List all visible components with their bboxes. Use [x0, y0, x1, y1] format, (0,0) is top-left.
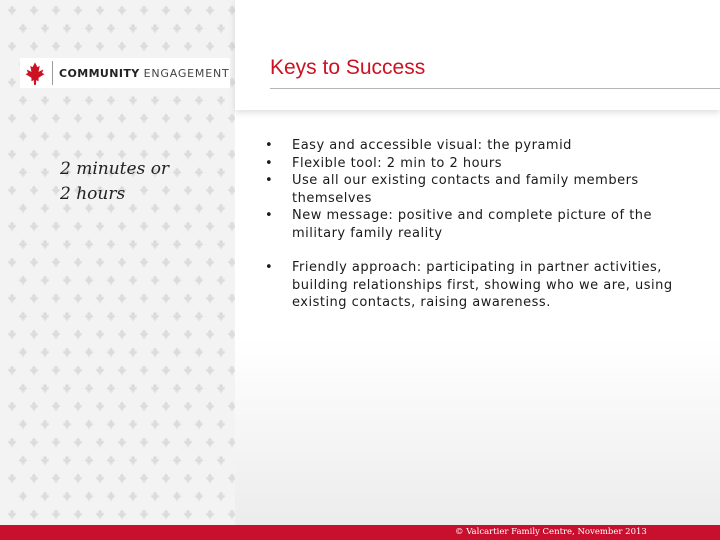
pattern-leaf-icon [184, 5, 193, 15]
slide-title: Keys to Success [270, 56, 426, 79]
pattern-leaf-icon [96, 221, 105, 231]
pattern-leaf-icon [217, 23, 226, 33]
pattern-leaf-icon [228, 149, 235, 159]
pattern-leaf-icon [118, 401, 127, 411]
pattern-leaf-icon [162, 221, 171, 231]
pattern-leaf-icon [195, 203, 204, 213]
pattern-leaf-icon [184, 221, 193, 231]
pattern-leaf-icon [63, 491, 72, 501]
pattern-leaf-icon [63, 275, 72, 285]
pattern-leaf-icon [52, 329, 61, 339]
bullet-marker: • [265, 138, 274, 153]
pattern-leaf-icon [228, 293, 235, 303]
pattern-leaf-icon [206, 221, 215, 231]
pattern-leaf-icon [41, 311, 50, 321]
pattern-leaf-icon [173, 311, 182, 321]
pattern-leaf-icon [206, 185, 215, 195]
pattern-leaf-icon [74, 113, 83, 123]
pattern-leaf-icon [118, 329, 127, 339]
pattern-leaf-icon [206, 473, 215, 483]
pattern-leaf-icon [118, 509, 127, 519]
pattern-leaf-icon [8, 221, 17, 231]
bullet-text: New message: positive and complete picture of the military family reality [292, 208, 653, 241]
pattern-leaf-icon [206, 41, 215, 51]
pattern-leaf-icon [96, 113, 105, 123]
pattern-leaf-icon [206, 149, 215, 159]
pattern-leaf-icon [228, 473, 235, 483]
pattern-leaf-icon [217, 275, 226, 285]
pattern-leaf-icon [217, 311, 226, 321]
pattern-leaf-icon [107, 383, 116, 393]
pattern-leaf-icon [228, 185, 235, 195]
pattern-leaf-icon [173, 23, 182, 33]
pattern-leaf-icon [151, 95, 160, 105]
pattern-leaf-icon [19, 131, 28, 141]
pattern-leaf-icon [8, 149, 17, 159]
pattern-leaf-icon [228, 257, 235, 267]
pattern-leaf-icon [151, 275, 160, 285]
pattern-leaf-icon [96, 473, 105, 483]
pattern-leaf-icon [129, 239, 138, 249]
bullet-item [265, 172, 675, 207]
pattern-leaf-icon [52, 437, 61, 447]
pattern-leaf-icon [217, 383, 226, 393]
pattern-leaf-icon [195, 167, 204, 177]
pattern-leaf-icon [195, 23, 204, 33]
pattern-leaf-icon [162, 41, 171, 51]
pattern-leaf-icon [85, 383, 94, 393]
pattern-leaf-icon [19, 311, 28, 321]
pattern-leaf-icon [206, 113, 215, 123]
pattern-leaf-icon [63, 383, 72, 393]
bullet-text: Easy and accessible visual: the pyramid [292, 138, 572, 153]
pattern-leaf-icon [184, 113, 193, 123]
pattern-leaf-icon [217, 167, 226, 177]
title-block [235, 0, 720, 110]
pattern-leaf-icon [96, 257, 105, 267]
pattern-leaf-icon [118, 41, 127, 51]
pattern-leaf-icon [162, 5, 171, 15]
pattern-leaf-icon [41, 491, 50, 501]
pattern-leaf-icon [151, 131, 160, 141]
pattern-leaf-icon [118, 437, 127, 447]
pattern-leaf-icon [162, 329, 171, 339]
pattern-leaf-icon [19, 419, 28, 429]
pattern-leaf-icon [140, 473, 149, 483]
pattern-leaf-icon [217, 95, 226, 105]
pattern-leaf-icon [74, 365, 83, 375]
pattern-leaf-icon [85, 95, 94, 105]
pattern-leaf-icon [30, 365, 39, 375]
pattern-leaf-icon [184, 329, 193, 339]
pattern-leaf-icon [74, 41, 83, 51]
pattern-leaf-icon [8, 77, 17, 87]
pattern-leaf-icon [41, 131, 50, 141]
pattern-leaf-icon [195, 419, 204, 429]
pattern-leaf-icon [162, 437, 171, 447]
pattern-leaf-icon [217, 419, 226, 429]
pattern-leaf-icon [129, 491, 138, 501]
pattern-leaf-icon [162, 257, 171, 267]
pattern-leaf-icon [52, 5, 61, 15]
pattern-leaf-icon [184, 185, 193, 195]
brand-separator [52, 61, 53, 85]
pattern-leaf-icon [63, 131, 72, 141]
pattern-leaf-icon [206, 365, 215, 375]
pattern-leaf-icon [129, 275, 138, 285]
bullet-text: Use all our existing contacts and family members themselves [292, 173, 639, 206]
pattern-leaf-icon [107, 347, 116, 357]
pattern-leaf-icon [228, 329, 235, 339]
pattern-leaf-icon [85, 347, 94, 357]
bullet-item [265, 155, 675, 173]
pattern-leaf-icon [52, 41, 61, 51]
pattern-leaf-icon [173, 491, 182, 501]
pattern-leaf-icon [19, 23, 28, 33]
pattern-leaf-icon [107, 455, 116, 465]
pattern-leaf-icon [228, 5, 235, 15]
pattern-leaf-icon [30, 401, 39, 411]
pattern-leaf-icon [184, 509, 193, 519]
pattern-leaf-icon [173, 239, 182, 249]
pattern-leaf-icon [107, 95, 116, 105]
pattern-leaf-icon [151, 383, 160, 393]
pattern-leaf-icon [129, 455, 138, 465]
pattern-leaf-icon [85, 311, 94, 321]
pattern-leaf-icon [228, 113, 235, 123]
pattern-leaf-icon [184, 257, 193, 267]
pattern-leaf-icon [195, 383, 204, 393]
pattern-leaf-icon [30, 41, 39, 51]
pattern-leaf-icon [129, 23, 138, 33]
bullet-list [265, 137, 675, 312]
pattern-leaf-icon [228, 509, 235, 519]
pattern-leaf-icon [107, 419, 116, 429]
pattern-leaf-icon [217, 131, 226, 141]
pattern-leaf-icon [8, 293, 17, 303]
pattern-leaf-icon [129, 131, 138, 141]
pattern-leaf-icon [19, 383, 28, 393]
pattern-leaf-icon [162, 509, 171, 519]
pattern-leaf-icon [140, 329, 149, 339]
pattern-leaf-icon [107, 275, 116, 285]
bullet-text: Flexible tool: 2 min to 2 hours [292, 155, 502, 171]
pattern-leaf-icon [173, 275, 182, 285]
pattern-leaf-icon [30, 257, 39, 267]
pattern-leaf-icon [162, 473, 171, 483]
sidebar-caption-line-2: 2 hours [60, 184, 126, 204]
pattern-leaf-icon [96, 401, 105, 411]
pattern-leaf-icon [41, 419, 50, 429]
pattern-leaf-icon [162, 113, 171, 123]
pattern-leaf-icon [85, 239, 94, 249]
pattern-leaf-icon [129, 347, 138, 357]
pattern-leaf-icon [8, 473, 17, 483]
pattern-leaf-icon [8, 5, 17, 15]
pattern-leaf-icon [118, 113, 127, 123]
pattern-leaf-icon [107, 131, 116, 141]
pattern-leaf-icon [195, 95, 204, 105]
pattern-leaf-icon [52, 473, 61, 483]
bullet-marker: • [265, 173, 274, 188]
pattern-leaf-icon [74, 401, 83, 411]
pattern-leaf-icon [140, 401, 149, 411]
pattern-leaf-icon [195, 131, 204, 141]
brand-name-bold: COMMUNITY [59, 66, 140, 80]
pattern-leaf-icon [19, 239, 28, 249]
pattern-leaf-icon [228, 437, 235, 447]
brand-name-light: ENGAGEMENT [143, 66, 230, 80]
pattern-leaf-icon [217, 203, 226, 213]
pattern-leaf-icon [107, 311, 116, 321]
maple-leaf-icon [22, 60, 48, 86]
pattern-leaf-icon [63, 95, 72, 105]
pattern-leaf-icon [19, 95, 28, 105]
pattern-leaf-icon [118, 221, 127, 231]
pattern-leaf-icon [63, 23, 72, 33]
pattern-leaf-icon [140, 5, 149, 15]
bullet-marker: • [265, 260, 274, 275]
pattern-leaf-icon [228, 365, 235, 375]
pattern-leaf-icon [41, 275, 50, 285]
pattern-leaf-icon [85, 491, 94, 501]
pattern-leaf-icon [206, 401, 215, 411]
pattern-leaf-icon [30, 113, 39, 123]
pattern-leaf-icon [118, 365, 127, 375]
pattern-leaf-icon [63, 311, 72, 321]
pattern-leaf-icon [173, 455, 182, 465]
pattern-leaf-icon [140, 293, 149, 303]
pattern-leaf-icon [151, 239, 160, 249]
pattern-leaf-icon [41, 383, 50, 393]
pattern-leaf-icon [74, 293, 83, 303]
pattern-leaf-icon [96, 437, 105, 447]
pattern-leaf-icon [184, 41, 193, 51]
pattern-leaf-icon [8, 365, 17, 375]
pattern-leaf-icon [74, 257, 83, 267]
pattern-leaf-icon [85, 131, 94, 141]
pattern-leaf-icon [8, 437, 17, 447]
pattern-leaf-icon [206, 329, 215, 339]
pattern-leaf-icon [129, 383, 138, 393]
pattern-leaf-icon [8, 509, 17, 519]
pattern-leaf-icon [140, 113, 149, 123]
pattern-leaf-icon [30, 185, 39, 195]
pattern-leaf-icon [118, 293, 127, 303]
pattern-leaf-icon [8, 257, 17, 267]
pattern-leaf-icon [217, 239, 226, 249]
pattern-leaf-icon [30, 509, 39, 519]
pattern-leaf-icon [63, 239, 72, 249]
pattern-leaf-icon [217, 491, 226, 501]
pattern-leaf-icon [129, 95, 138, 105]
pattern-leaf-icon [217, 347, 226, 357]
pattern-leaf-icon [206, 293, 215, 303]
pattern-leaf-icon [74, 509, 83, 519]
pattern-leaf-icon [195, 311, 204, 321]
pattern-leaf-icon [151, 491, 160, 501]
pattern-leaf-icon [118, 257, 127, 267]
pattern-leaf-icon [173, 131, 182, 141]
pattern-leaf-icon [41, 239, 50, 249]
bullet-marker: • [265, 208, 274, 223]
pattern-leaf-icon [107, 491, 116, 501]
pattern-leaf-icon [195, 491, 204, 501]
pattern-leaf-icon [52, 401, 61, 411]
pattern-leaf-icon [184, 473, 193, 483]
pattern-leaf-icon [41, 23, 50, 33]
pattern-leaf-icon [74, 473, 83, 483]
pattern-leaf-icon [41, 95, 50, 105]
pattern-leaf-icon [63, 455, 72, 465]
bullet-item [265, 259, 675, 312]
footer-copyright: © Valcartier Family Centre, November 2013 [455, 527, 647, 537]
pattern-leaf-icon [63, 419, 72, 429]
pattern-leaf-icon [140, 509, 149, 519]
pattern-leaf-icon [107, 23, 116, 33]
pattern-leaf-icon [140, 365, 149, 375]
pattern-leaf-icon [30, 473, 39, 483]
pattern-leaf-icon [206, 5, 215, 15]
brand-logo [20, 58, 230, 88]
pattern-leaf-icon [173, 419, 182, 429]
pattern-leaf-icon [85, 455, 94, 465]
pattern-leaf-icon [8, 41, 17, 51]
pattern-leaf-icon [184, 293, 193, 303]
pattern-leaf-icon [206, 437, 215, 447]
pattern-leaf-icon [140, 221, 149, 231]
pattern-leaf-icon [96, 5, 105, 15]
pattern-leaf-icon [173, 347, 182, 357]
pattern-leaf-icon [173, 203, 182, 213]
pattern-leaf-icon [74, 221, 83, 231]
bullet-text: Friendly approach: participating in partner activities, building relationships first, showing who we are, using existing contacts, raising awareness. [292, 260, 673, 310]
pattern-leaf-icon [30, 293, 39, 303]
pattern-leaf-icon [195, 347, 204, 357]
pattern-leaf-icon [140, 41, 149, 51]
pattern-leaf-icon [173, 383, 182, 393]
pattern-leaf-icon [41, 203, 50, 213]
bullet-item [265, 137, 675, 155]
pattern-leaf-icon [228, 221, 235, 231]
pattern-leaf-icon [151, 419, 160, 429]
pattern-leaf-icon [8, 329, 17, 339]
pattern-leaf-icon [52, 113, 61, 123]
pattern-leaf-icon [19, 203, 28, 213]
pattern-leaf-icon [162, 401, 171, 411]
bullet-item [265, 207, 675, 242]
pattern-leaf-icon [151, 23, 160, 33]
pattern-leaf-icon [195, 455, 204, 465]
pattern-leaf-icon [85, 419, 94, 429]
sidebar-caption [60, 157, 169, 207]
pattern-leaf-icon [206, 257, 215, 267]
pattern-leaf-icon [140, 257, 149, 267]
pattern-leaf-icon [228, 401, 235, 411]
pattern-leaf-icon [206, 509, 215, 519]
pattern-leaf-icon [74, 437, 83, 447]
pattern-leaf-icon [30, 5, 39, 15]
pattern-leaf-icon [74, 5, 83, 15]
pattern-leaf-icon [173, 95, 182, 105]
pattern-leaf-icon [151, 347, 160, 357]
pattern-leaf-icon [96, 41, 105, 51]
pattern-leaf-icon [118, 5, 127, 15]
pattern-leaf-icon [151, 311, 160, 321]
pattern-leaf-icon [151, 455, 160, 465]
pattern-leaf-icon [41, 167, 50, 177]
pattern-leaf-icon [52, 509, 61, 519]
pattern-leaf-icon [52, 293, 61, 303]
pattern-leaf-icon [30, 149, 39, 159]
pattern-leaf-icon [30, 329, 39, 339]
pattern-leaf-icon [74, 329, 83, 339]
pattern-leaf-icon [85, 275, 94, 285]
pattern-leaf-icon [184, 401, 193, 411]
pattern-leaf-icon [184, 365, 193, 375]
pattern-leaf-icon [228, 41, 235, 51]
pattern-leaf-icon [8, 185, 17, 195]
pattern-leaf-icon [63, 347, 72, 357]
pattern-leaf-icon [41, 455, 50, 465]
pattern-leaf-icon [52, 221, 61, 231]
pattern-leaf-icon [8, 113, 17, 123]
pattern-leaf-icon [19, 275, 28, 285]
pattern-leaf-icon [184, 437, 193, 447]
pattern-leaf-icon [217, 455, 226, 465]
pattern-leaf-icon [173, 167, 182, 177]
pattern-leaf-icon [184, 149, 193, 159]
pattern-leaf-icon [96, 365, 105, 375]
pattern-leaf-icon [140, 437, 149, 447]
pattern-leaf-icon [96, 329, 105, 339]
pattern-leaf-icon [129, 311, 138, 321]
pattern-leaf-icon [162, 293, 171, 303]
pattern-leaf-icon [8, 401, 17, 411]
pattern-leaf-icon [85, 23, 94, 33]
pattern-leaf-icon [96, 293, 105, 303]
pattern-leaf-icon [30, 437, 39, 447]
pattern-leaf-icon [52, 365, 61, 375]
pattern-leaf-icon [195, 275, 204, 285]
pattern-leaf-icon [52, 257, 61, 267]
pattern-leaf-icon [162, 365, 171, 375]
pattern-leaf-icon [96, 509, 105, 519]
pattern-leaf-icon [41, 347, 50, 357]
pattern-leaf-icon [118, 473, 127, 483]
pattern-leaf-icon [129, 419, 138, 429]
sidebar-caption-line-1: 2 minutes or [60, 159, 170, 179]
pattern-leaf-icon [19, 347, 28, 357]
bullet-marker: • [265, 155, 274, 171]
title-divider [270, 88, 720, 89]
pattern-leaf-icon [195, 239, 204, 249]
pattern-leaf-icon [19, 491, 28, 501]
pattern-leaf-icon [107, 239, 116, 249]
pattern-leaf-icon [19, 167, 28, 177]
pattern-leaf-icon [30, 221, 39, 231]
pattern-leaf-icon [19, 455, 28, 465]
